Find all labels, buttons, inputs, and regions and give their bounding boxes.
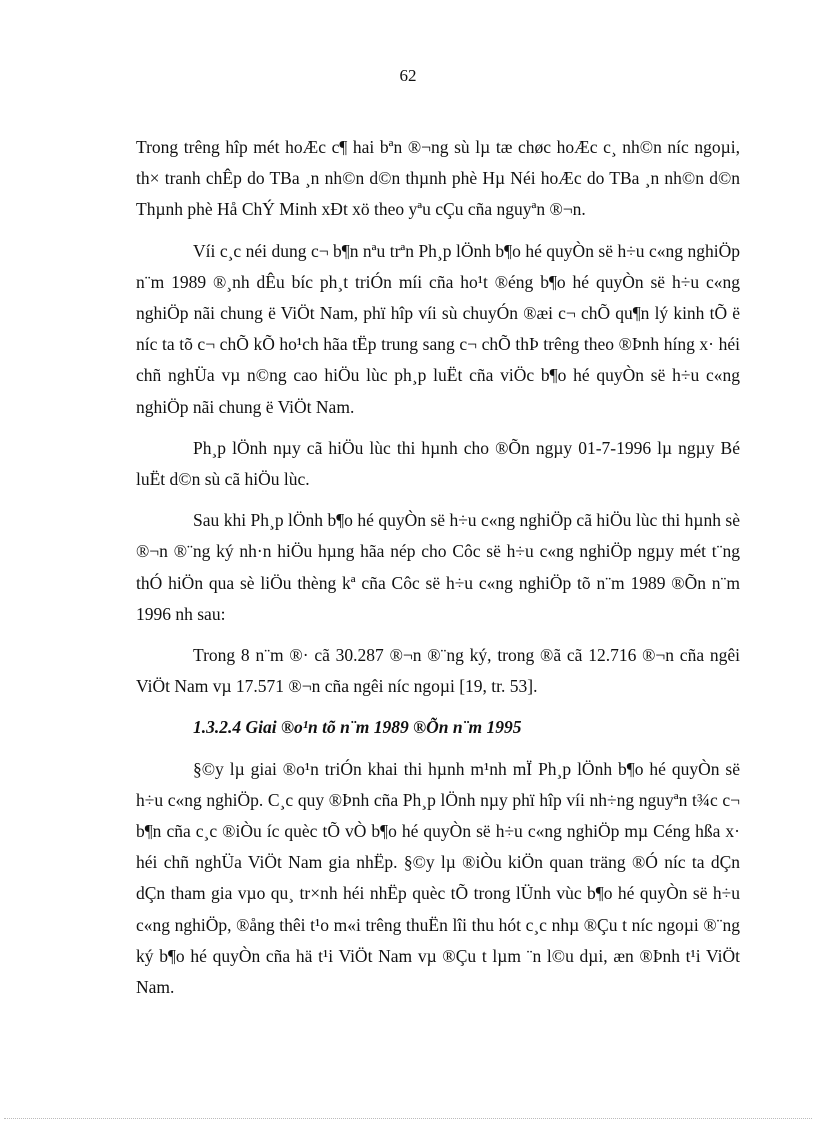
paragraph-ordinance-significance: Víi c¸c néi dung c¬ b¶n nªu trªn Ph¸p lÖnh b¶o hé quyÒn së h÷u c«ng nghiÖp n¨m 1989 ®¸nh dÊu bíc ph¸t triÓn míi cña ho¹t ®éng b¶o hé quyÒn së h÷u c«ng nghiÖp nãi chung ë ViÖt Nam, phï hîp víi sù chuyÓn ®æi c¬ chÕ qu¶n lý kinh tÕ ë níc ta tõ c¬ chÕ kÕ ho¹ch hãa tËp trung sang c¬ chÕ thÞ trêng theo ®Þnh híng x· héi chñ nghÜa vµ n©ng cao hiÖu lùc ph¸p luËt cña viÖc b¶o hé quyÒn së h÷u c«ng nghiÖp nãi chung ë ViÖt Nam.	[136, 240, 740, 417]
page-number: 62	[399, 66, 417, 85]
paragraph-court-jurisdiction: Trong trêng hîp mét hoÆc c¶ hai bªn ®¬ng sù lµ tæ chøc hoÆc c¸ nh©n níc ngoµi, th× tranh chÊp do TBa ¸n nh©n d©n thµnh phè Hµ Néi hoÆc do TBa ¸n nh©n d©n Thµnh phè Hå ChÝ Minh xÐt xö theo yªu cÇu cña nguyªn ®¬n.	[136, 137, 740, 220]
paragraph-effective-period: Ph¸p lÖnh nµy cã hiÖu lùc thi hµnh cho ®Õn ngµy 01-7-1996 lµ ngµy Bé luËt d©n sù cã hiÖu lùc.	[136, 437, 740, 490]
paragraph-statistics: Trong 8 n¨m ®· cã 30.287 ®¬n ®¨ng ký, trong ®ã cã 12.716 ®¬n cña ngêi ViÖt Nam vµ 17.571 ®¬n cña ngêi níc ngoµi [19, tr. 53].	[136, 645, 740, 697]
paragraph-implementation-period: §©y lµ giai ®o¹n triÓn khai thi hµnh m¹nh mÏ Ph¸p lÖnh b¶o hé quyÒn së h÷u c«ng nghiÖp. C¸c quy ®Þnh cña Ph¸p lÖnh nµy phï hîp víi nh÷ng nguyªn t¾c c¬ b¶n cña c¸c ®iÒu íc quèc tÕ vÒ b¶o hé quyÒn së h÷u c«ng nghiÖp mµ Céng hßa x· héi chñ nghÜa ViÖt Nam gia nhËp. §©y lµ ®iÒu kiÖn quan träng ®Ó níc ta dÇn dÇn tham gia vµo qu¸ tr×nh héi nhËp quèc tÕ trong lÜnh vùc b¶o hé quyÒn së h÷u c«ng nghiÖp, ®ång thêi t¹o m«i trêng thuËn lîi thu hót c¸c nhµ ®Çu t níc ngoµi ®¨ng ký b¶o hé quyÒn cña hä t¹i ViÖt Nam vµ ®Çu t lµm ¨n l©u dµi, æn ®Þnh t¹i ViÖt Nam.	[136, 758, 740, 998]
paragraph-application-growth: Sau khi Ph¸p lÖnh b¶o hé quyÒn së h÷u c«ng nghiÖp cã hiÖu lùc thi hµnh sè ®¬n ®¨ng ký nh·n hiÖu hµng hãa nép cho Côc së h÷u c«ng nghiÖp ngµy mét t¨ng thÓ hiÖn qua sè liÖu thèng kª cña Côc së h÷u c«ng nghiÖp tõ n¨m 1989 ®Õn n¨m 1996 nh sau:	[136, 510, 740, 624]
page-bottom-rule	[4, 1118, 812, 1119]
document-body	[136, 132, 740, 1013]
section-heading: 1.3.2.4 Giai ®o¹n tõ n¨m 1989 ®Õn n¨m 1995	[193, 717, 522, 738]
